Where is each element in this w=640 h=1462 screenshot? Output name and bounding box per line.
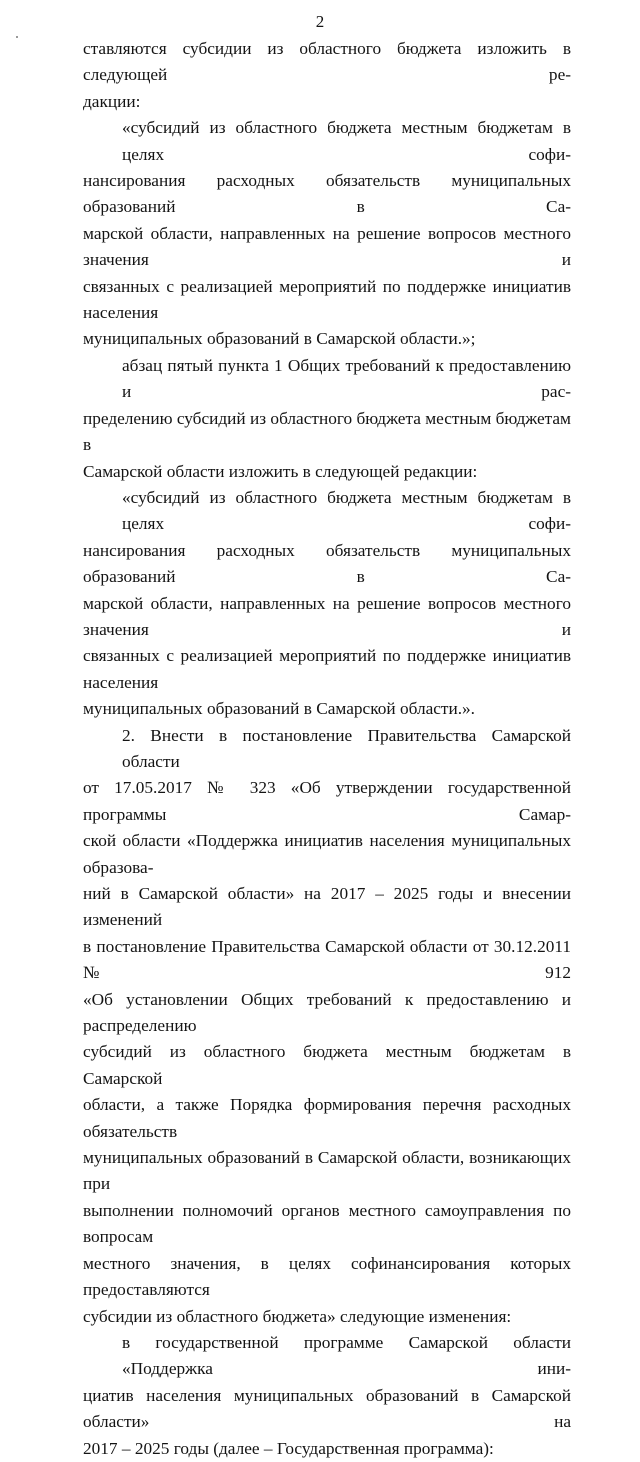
document-body [83, 36, 571, 1462]
text-line: ний в Самарской области» на 2017 – 2025 годы и внесении изменений [83, 884, 571, 930]
text-line: муниципальных образований в Самарской области.»; [83, 329, 476, 349]
text-line: связанных с реализацией мероприятий по поддержке инициатив населения [83, 646, 571, 692]
text-line: «субсидий из областного бюджета местным бюджетам в целях софи- [122, 118, 571, 164]
text-line: пределению субсидий из областного бюджета местным бюджетам в [83, 408, 571, 455]
paragraph [83, 115, 571, 353]
text-line: в государственной программе Самарской области «Поддержка ини- [122, 1332, 571, 1379]
text-line: муниципальных образований в Самарской области, возникающих при [83, 1148, 571, 1194]
text-line: ставляются субсидии из областного бюджета изложить в следующей ре- [83, 39, 571, 85]
text-line: 2017 – 2025 годы (далее – Государственная программа): [83, 1438, 494, 1458]
text-line: местного значения, в целях софинансирования которых предоставляются [83, 1253, 571, 1300]
text-line: марской области, направленных на решение вопросов местного значения и [83, 223, 571, 270]
text-line: субсидии из областного бюджета» следующие изменения: [83, 1306, 512, 1326]
text-line: Самарской области изложить в следующей редакции: [83, 461, 478, 481]
paragraph [83, 353, 571, 485]
text-line: связанных с реализацией мероприятий по поддержке инициатив населения [83, 276, 571, 323]
text-line: области, а также Порядка формирования перечня расходных обязательств [83, 1095, 571, 1141]
text-line: муниципальных образований в Самарской области.». [83, 699, 475, 719]
text-line: нансирования расходных обязательств муниципальных образований в Са- [83, 171, 571, 217]
paragraph [83, 36, 571, 115]
text-line: нансирования расходных обязательств муниципальных образований в Са- [83, 540, 571, 587]
paragraph [83, 723, 571, 1330]
text-line: «субсидий из областного бюджета местным бюджетам в целях софи- [122, 487, 571, 534]
text-line: марской области, направленных на решение вопросов местного значения и [83, 593, 571, 639]
text-line: выполнении полномочий органов местного самоуправления по вопросам [83, 1200, 571, 1247]
scan-speck [16, 36, 18, 38]
paragraph [83, 485, 571, 723]
text-line: дакции: [83, 91, 141, 111]
paragraph [83, 1330, 571, 1462]
text-line: абзац пятый пункта 1 Общих требований к предоставлению и рас- [122, 355, 571, 402]
text-line: ской области «Поддержка инициатив населения муниципальных образова- [83, 831, 571, 877]
text-line: от 17.05.2017 № 323 «Об утверждении государственной программы Самар- [83, 778, 571, 824]
text-line: 2. Внести в постановление Правительства Самарской области [122, 725, 571, 771]
text-line: циатив населения муниципальных образований в Самарской области» на [83, 1385, 571, 1432]
text-line: «Об установлении Общих требований к предоставлению и распределению [83, 989, 571, 1036]
text-line: субсидий из областного бюджета местным бюджетам в Самарской [83, 1042, 571, 1088]
text-line: в постановление Правительства Самарской области от 30.12.2011 № 912 [83, 936, 571, 983]
page-number: 2 [315, 12, 325, 31]
